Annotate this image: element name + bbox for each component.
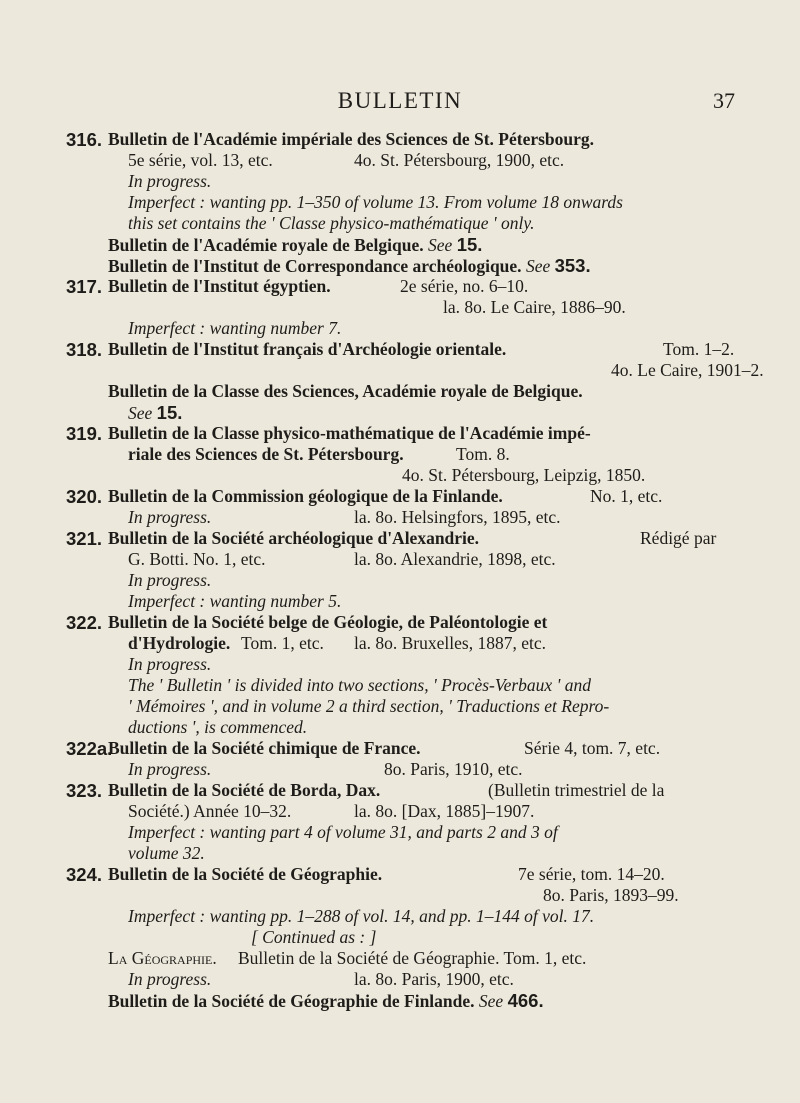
entry-324-line-3: [66, 906, 756, 927]
entry-316-line-4: [66, 192, 756, 213]
entry-320-line-2: [66, 507, 756, 528]
entry-324-line-4: [66, 927, 756, 948]
entry-note: The ' Bulletin ' is divided into two sections, ' Procès-Verbaux ' and: [128, 675, 591, 695]
entry-title: Bulletin de l'Institut français d'Archéologie orientale.: [108, 339, 507, 359]
entry-imprint: la. 8o. Helsingfors, 1895, etc.: [354, 507, 561, 527]
entry-number: 322.: [66, 612, 103, 633]
entry-imprint: la. 8o. Bruxelles, 1887, etc.: [354, 633, 546, 653]
entry-note: Imperfect : wanting number 7.: [128, 318, 342, 338]
entry-316-line-1: [66, 129, 756, 150]
entry-323-line-2: [66, 801, 756, 822]
entry-continuation-title: La Géographie.: [108, 948, 217, 968]
entry-324-line-1: [66, 864, 756, 885]
entry-number: 318.: [66, 339, 103, 360]
entry-note: Imperfect : wanting pp. 1–288 of vol. 14, and pp. 1–144 of vol. 17.: [128, 906, 595, 926]
entry-note: ' Mémoires ', and in volume 2 a third section, ' Traductions et Repro-: [128, 696, 610, 716]
entry-322-line-5: [66, 696, 756, 717]
entry-322-line-3: [66, 654, 756, 675]
entry-319-line-2: [66, 444, 756, 465]
entry-imprint: la. 8o. [Dax, 1885]–1907.: [354, 801, 535, 821]
entry-320-line-1: [66, 486, 756, 507]
entry-number: 323.: [66, 780, 103, 801]
entry-324-line-2: [66, 885, 756, 906]
entry-continuation-desc: Bulletin de la Société de Géographie. Tom. 1, etc.: [238, 948, 587, 968]
entry-number: 319.: [66, 423, 103, 444]
entry-317-line-1: [66, 276, 756, 297]
entry-title: Bulletin de l'Institut égyptien.: [108, 276, 331, 296]
entry-number: 316.: [66, 129, 103, 150]
cross-reference-correspondance: [66, 255, 756, 276]
entry-imprint: 4o. Le Caire, 1901–2.: [611, 360, 764, 380]
entry-volumes: No. 1, etc.: [590, 486, 663, 506]
cross-reference-belgique: [66, 234, 756, 255]
entry-series: 5e série, vol. 13, etc.: [128, 150, 273, 170]
entry-status: In progress.: [128, 570, 212, 590]
entry-number: 320.: [66, 486, 103, 507]
entry-status: In progress.: [128, 171, 212, 191]
entry-volumes: Tom. 8.: [456, 444, 510, 464]
entry-volumes: 7e série, tom. 14–20.: [518, 864, 665, 884]
entry-322-line-4: [66, 675, 756, 696]
entry-imprint: 8o. Paris, 1893–99.: [543, 885, 679, 905]
entry-imprint: la. 8o. Paris, 1900, etc.: [354, 969, 514, 989]
entry-322-line-2: [66, 633, 756, 654]
entry-322a-line-1: [66, 738, 756, 759]
entry-323-line-4: [66, 843, 756, 864]
entry-322a-line-2: [66, 759, 756, 780]
entry-status: In progress.: [128, 759, 212, 779]
xref-see: See: [428, 235, 453, 255]
entry-note: ductions ', is commenced.: [128, 717, 308, 737]
cross-reference-finlande: [66, 990, 756, 1011]
xref-number: 353.: [554, 255, 591, 276]
entry-319-line-1: [66, 423, 756, 444]
entry-316-line-2: [66, 150, 756, 171]
entry-number: 324.: [66, 864, 103, 885]
entry-status: In progress.: [128, 969, 212, 989]
entry-title: Bulletin de l'Académie impériale des Sciences de St. Pétersbourg.: [108, 129, 595, 149]
entry-324-line-5: [66, 948, 756, 969]
xref-number: 15.: [156, 402, 183, 423]
page-number: 37: [713, 88, 735, 113]
entry-imprint: la. 8o. Alexandrie, 1898, etc.: [354, 549, 556, 569]
xref-title: Bulletin de l'Institut de Correspondance archéologique.: [108, 256, 522, 276]
entry-subtitle-cont: Société.) Année 10–32.: [128, 801, 292, 821]
entry-316-line-3: [66, 171, 756, 192]
entry-321-line-2: [66, 549, 756, 570]
entry-volumes: Tom. 1–2.: [663, 339, 735, 359]
entry-321-line-3: [66, 570, 756, 591]
entry-number: 322a.: [66, 738, 113, 759]
entry-status: In progress.: [128, 654, 212, 674]
entry-323-line-1: [66, 780, 756, 801]
xref-title: Bulletin de la Classe des Sciences, Académie royale de Belgique.: [108, 381, 583, 401]
entry-note: volume 32.: [128, 843, 205, 863]
running-title: BULLETIN: [337, 88, 463, 113]
entry-323-line-3: [66, 822, 756, 843]
xref-title: Bulletin de la Société de Géographie de Finlande.: [108, 991, 475, 1011]
entry-status: In progress.: [128, 507, 212, 527]
entry-title: Bulletin de la Société de Borda, Dax.: [108, 780, 381, 800]
entry-title: Bulletin de la Société chimique de France.: [108, 738, 421, 758]
entry-title-cont: riale des Sciences de St. Pétersbourg.: [128, 444, 404, 464]
entry-note: Imperfect : wanting part 4 of volume 31, and parts 2 and 3 of: [128, 822, 558, 842]
xref-see: See: [478, 991, 504, 1011]
entry-title: Bulletin de la Classe physico-mathématique de l'Académie impé-: [108, 423, 591, 443]
entry-imprint: 8o. Paris, 1910, etc.: [384, 759, 523, 779]
entry-321-line-1: [66, 528, 756, 549]
entry-318-line-2: [66, 360, 764, 381]
entry-note: this set contains the ' Classe physico-mathématique ' only.: [128, 213, 535, 233]
entry-editor-cont: G. Botti. No. 1, etc.: [128, 549, 266, 569]
xref-number: 15.: [456, 234, 483, 255]
entry-subtitle: (Bulletin trimestriel de la: [488, 780, 665, 800]
xref-title: Bulletin de l'Académie royale de Belgique.: [108, 235, 424, 255]
entry-319-line-3: [66, 465, 756, 486]
entry-318-line-1: [66, 339, 756, 360]
entry-continued: [ Continued as : ]: [251, 927, 377, 947]
cross-reference-classe-line-2: [66, 402, 756, 423]
xref-see: See: [128, 403, 153, 423]
entry-324-line-6: [66, 969, 756, 990]
entry-imprint: 4o. St. Pétersbourg, Leipzig, 1850.: [402, 465, 646, 485]
entry-imprint: la. 8o. Le Caire, 1886–90.: [443, 297, 626, 317]
entry-number: 317.: [66, 276, 103, 297]
entry-note: Imperfect : wanting pp. 1–350 of volume 13. From volume 18 onwards: [128, 192, 623, 212]
entry-316-line-5: [66, 213, 756, 234]
xref-number: 466.: [507, 990, 544, 1011]
entry-editor: Rédigé par: [640, 528, 717, 548]
entry-number: 321.: [66, 528, 103, 549]
entry-volumes: Série 4, tom. 7, etc.: [524, 738, 661, 758]
entry-title: Bulletin de la Société belge de Géologie, de Paléontologie et: [108, 612, 548, 632]
entry-title: Bulletin de la Société de Géographie.: [108, 864, 383, 884]
catalogue-entries: [66, 129, 764, 1011]
entry-title: Bulletin de la Société archéologique d'Alexandrie.: [108, 528, 480, 548]
entry-322-line-6: [66, 717, 756, 738]
entry-317-line-3: [66, 318, 756, 339]
entry-title-cont: d'Hydrologie.: [128, 633, 231, 653]
entry-series: 2e série, no. 6–10.: [400, 276, 529, 296]
page-header: [0, 88, 800, 114]
entry-note: Imperfect : wanting number 5.: [128, 591, 342, 611]
entry-317-line-2: [66, 297, 756, 318]
entry-volumes: Tom. 1, etc.: [241, 633, 324, 653]
xref-see: See: [525, 256, 551, 276]
cross-reference-classe: [66, 381, 756, 402]
entry-title: Bulletin de la Commission géologique de la Finlande.: [108, 486, 503, 506]
entry-imprint: 4o. St. Pétersbourg, 1900, etc.: [354, 150, 565, 170]
entry-321-line-4: [66, 591, 756, 612]
entry-322-line-1: [66, 612, 756, 633]
